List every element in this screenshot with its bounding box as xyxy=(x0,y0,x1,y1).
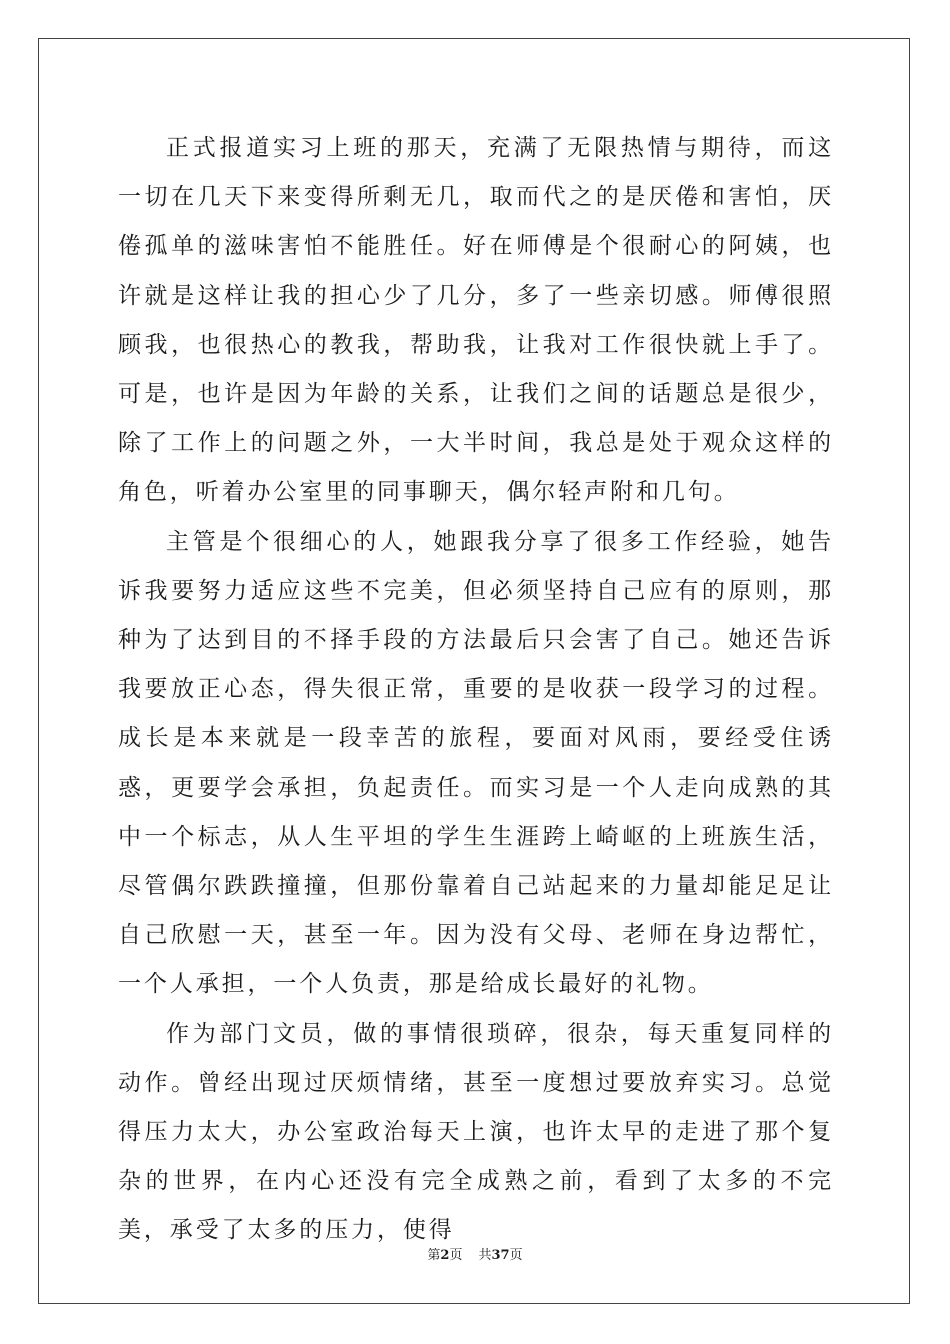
paragraph-2: 主管是个很细心的人，她跟我分享了很多工作经验，她告诉我要努力适应这些不完美，但必须坚持自己应有的原则，那种为了达到目的不择手段的方法最后只会害了自己。她还告诉我要放正心态，得失很正常，重要的是收获一段学习的过程。成长是本来就是一段幸苦的旅程，要面对风雨，要经受住诱惑，更要学会承担，负起责任。而实习是一个人走向成熟的其中一个标志，从人生平坦的学生生涯跨上崎岖的上班族生活，尽管偶尔跌跌撞撞，但那份靠着自己站起来的力量却能足足让自己欣慰一天，甚至一年。因为没有父母、老师在身边帮忙，一个人承担，一个人负责，那是给成长最好的礼物。 xyxy=(118,528,834,998)
document-body xyxy=(118,124,834,1256)
page-footer xyxy=(0,1244,950,1263)
page-suffix: 页 xyxy=(449,1248,463,1263)
paragraph-3: 作为部门文员，做的事情很琐碎，很杂，每天重复同样的动作。曾经出现过厌烦情绪，甚至一度想过要放弃实习。总觉得压力太大，办公室政治每天上演，也许太早的走进了那个复杂的世界，在内心还没有完全成熟之前，看到了太多的不完美，承受了太多的压力，使得 xyxy=(118,1020,834,1244)
total-prefix: 共 xyxy=(478,1248,492,1263)
page-prefix: 第 xyxy=(427,1248,441,1263)
total-pages: 37 xyxy=(491,1248,510,1263)
page-number: 2 xyxy=(440,1248,450,1263)
total-suffix: 页 xyxy=(509,1248,523,1263)
paragraph-1: 正式报道实习上班的那天，充满了无限热情与期待，而这一切在几天下来变得所剩无几，取而代之的是厌倦和害怕，厌倦孤单的滋味害怕不能胜任。好在师傅是个很耐心的阿姨，也许就是这样让我的担心少了几分，多了一些亲切感。师傅很照顾我，也很热心的教我，帮助我，让我对工作很快就上手了。可是，也许是因为年龄的关系，让我们之间的话题总是很少，除了工作上的问题之外，一大半时间，我总是处于观众这样的角色，听着办公室里的同事聊天，偶尔轻声附和几句。 xyxy=(118,135,834,506)
